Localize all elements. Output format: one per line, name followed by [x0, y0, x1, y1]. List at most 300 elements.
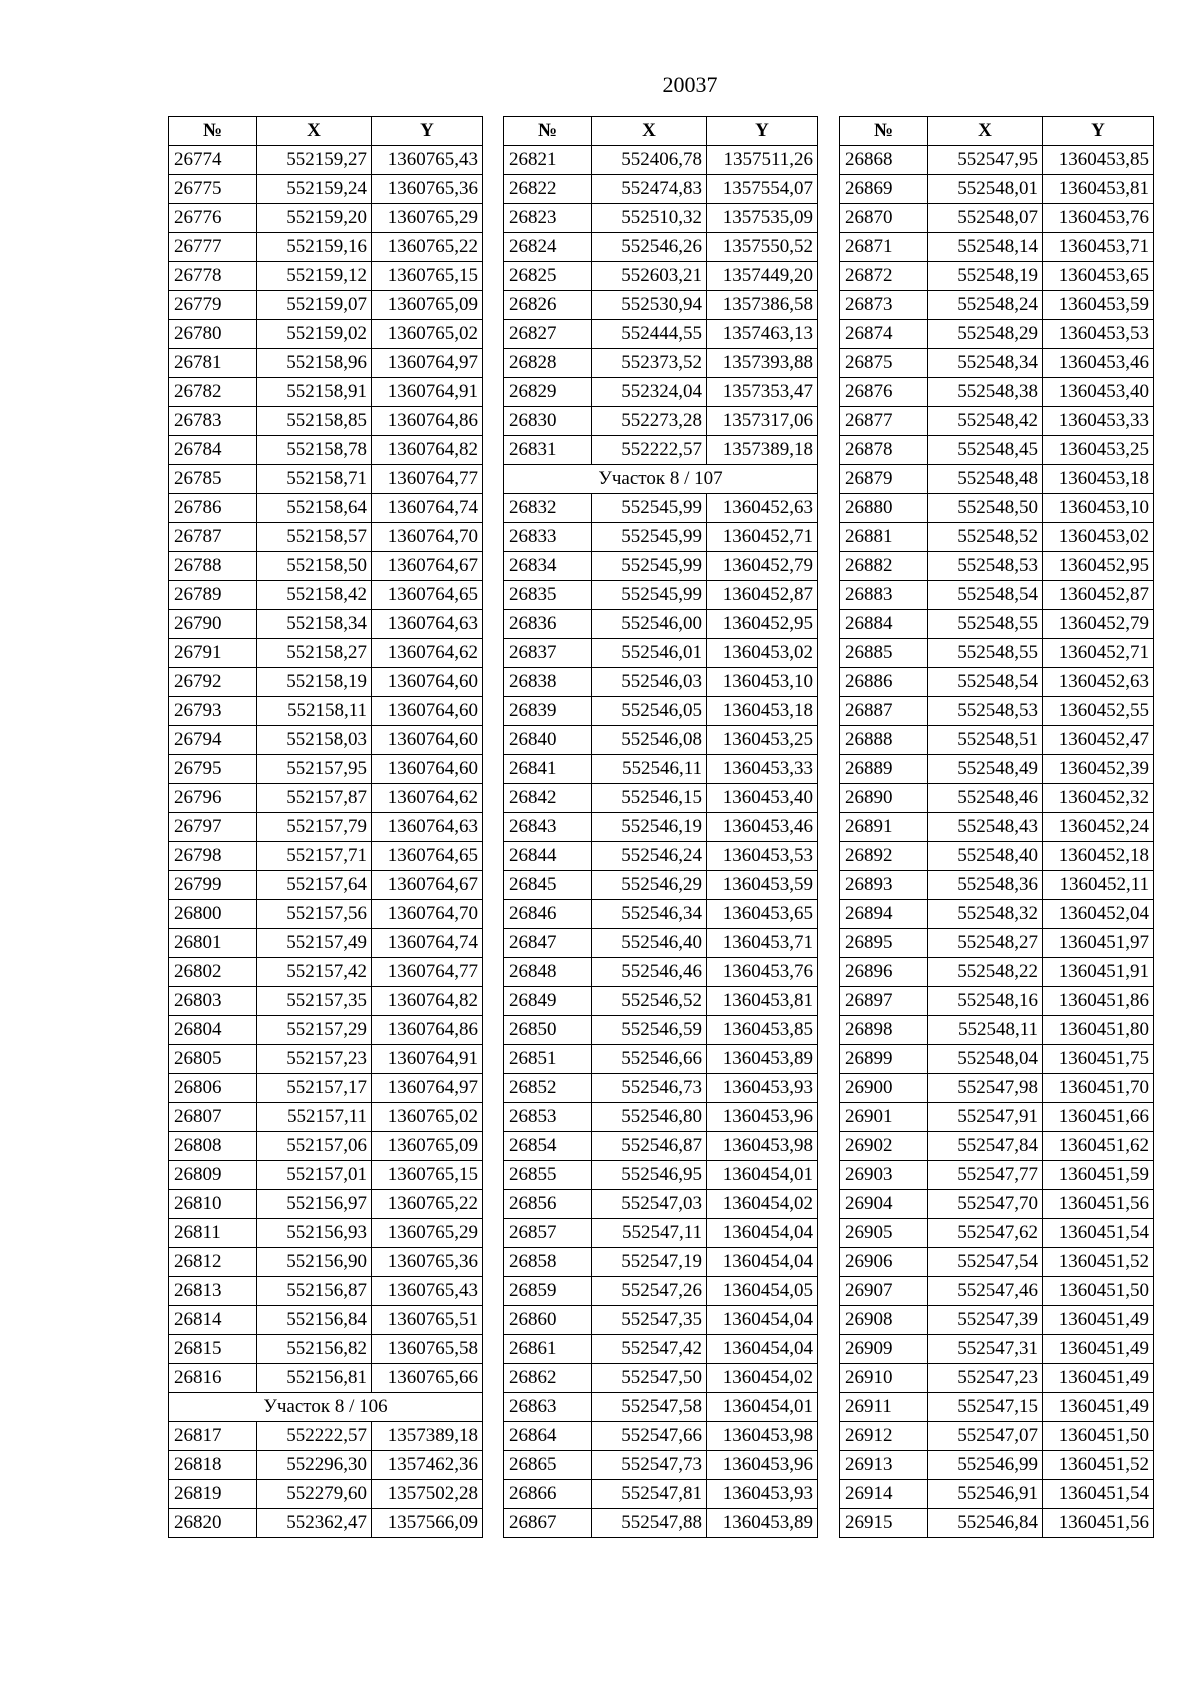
- table-row: [840, 320, 1154, 349]
- coord-x: 552547,66: [592, 1422, 707, 1451]
- coord-x: 552545,99: [592, 523, 707, 552]
- coord-x: 552546,52: [592, 987, 707, 1016]
- coord-y: 1360451,52: [1043, 1248, 1154, 1277]
- point-number: 26888: [840, 726, 928, 755]
- table-row: [504, 291, 818, 320]
- coord-x: 552548,48: [928, 465, 1043, 494]
- coord-x: 552548,54: [928, 668, 1043, 697]
- coord-y: 1360453,40: [707, 784, 818, 813]
- table-row: [504, 900, 818, 929]
- coord-y: 1360453,33: [707, 755, 818, 784]
- point-number: 26806: [169, 1074, 257, 1103]
- point-number: 26911: [840, 1393, 928, 1422]
- point-number: 26824: [504, 233, 592, 262]
- coord-x: 552156,87: [257, 1277, 372, 1306]
- point-number: 26881: [840, 523, 928, 552]
- coord-x: 552158,34: [257, 610, 372, 639]
- table-row: [840, 1306, 1154, 1335]
- point-number: 26778: [169, 262, 257, 291]
- coord-x: 552158,19: [257, 668, 372, 697]
- point-number: 26819: [169, 1480, 257, 1509]
- table-row: [840, 1074, 1154, 1103]
- coord-y: 1360451,49: [1043, 1306, 1154, 1335]
- coord-x: 552158,85: [257, 407, 372, 436]
- coord-y: 1360453,85: [707, 1016, 818, 1045]
- coord-y: 1360453,10: [707, 668, 818, 697]
- table-row: [169, 1016, 483, 1045]
- coord-x: 552546,73: [592, 1074, 707, 1103]
- table-row: [840, 784, 1154, 813]
- point-number: 26844: [504, 842, 592, 871]
- table-row: [169, 1335, 483, 1364]
- table-header-row: [504, 117, 818, 146]
- point-number: 26841: [504, 755, 592, 784]
- coord-x: 552548,36: [928, 871, 1043, 900]
- coord-y: 1360764,67: [372, 552, 483, 581]
- point-number: 26846: [504, 900, 592, 929]
- point-number: 26867: [504, 1509, 592, 1538]
- point-number: 26873: [840, 291, 928, 320]
- table-row: [169, 1422, 483, 1451]
- table-row: [504, 494, 818, 523]
- table-row: [169, 465, 483, 494]
- coord-y: 1360764,97: [372, 1074, 483, 1103]
- coord-x: 552157,17: [257, 1074, 372, 1103]
- table-row: [840, 842, 1154, 871]
- coord-y: 1360451,97: [1043, 929, 1154, 958]
- coord-y: 1360451,56: [1043, 1509, 1154, 1538]
- table-row: [840, 958, 1154, 987]
- point-number: 26794: [169, 726, 257, 755]
- point-number: 26811: [169, 1219, 257, 1248]
- coordinate-table-1: [168, 116, 483, 1538]
- coord-y: 1360451,70: [1043, 1074, 1154, 1103]
- point-number: 26896: [840, 958, 928, 987]
- coord-x: 552546,87: [592, 1132, 707, 1161]
- coord-y: 1360452,63: [707, 494, 818, 523]
- point-number: 26857: [504, 1219, 592, 1248]
- coord-y: 1360764,60: [372, 726, 483, 755]
- coord-y: 1360453,25: [1043, 436, 1154, 465]
- point-number: 26833: [504, 523, 592, 552]
- table-header-row: [840, 117, 1154, 146]
- point-number: 26871: [840, 233, 928, 262]
- table-row: [840, 146, 1154, 175]
- table-row: [840, 726, 1154, 755]
- coord-x: 552546,00: [592, 610, 707, 639]
- table-row: [504, 581, 818, 610]
- table-row: [840, 233, 1154, 262]
- point-number: 26790: [169, 610, 257, 639]
- table-row: [169, 175, 483, 204]
- point-number: 26866: [504, 1480, 592, 1509]
- coord-y: 1360764,91: [372, 1045, 483, 1074]
- coord-y: 1360764,77: [372, 465, 483, 494]
- coord-y: 1357462,36: [372, 1451, 483, 1480]
- coord-y: 1360454,01: [707, 1393, 818, 1422]
- coord-y: 1357502,28: [372, 1480, 483, 1509]
- point-number: 26863: [504, 1393, 592, 1422]
- coordinate-tables: [168, 116, 1158, 1586]
- point-number: 26886: [840, 668, 928, 697]
- coord-y: 1360453,65: [707, 900, 818, 929]
- coord-y: 1360764,60: [372, 697, 483, 726]
- table-row: [504, 378, 818, 407]
- point-number: 26882: [840, 552, 928, 581]
- table-row: [840, 1393, 1154, 1422]
- point-number: 26831: [504, 436, 592, 465]
- table-row: [840, 1219, 1154, 1248]
- coord-y: 1360453,59: [1043, 291, 1154, 320]
- coord-y: 1360452,87: [707, 581, 818, 610]
- table-row: [169, 987, 483, 1016]
- point-number: 26880: [840, 494, 928, 523]
- coord-y: 1360454,04: [707, 1219, 818, 1248]
- coord-y: 1360765,29: [372, 1219, 483, 1248]
- point-number: 26775: [169, 175, 257, 204]
- table-row: [840, 929, 1154, 958]
- point-number: 26894: [840, 900, 928, 929]
- table-row: [504, 958, 818, 987]
- coord-x: 552158,50: [257, 552, 372, 581]
- table-row: [504, 1045, 818, 1074]
- point-number: 26826: [504, 291, 592, 320]
- coord-x: 552548,50: [928, 494, 1043, 523]
- point-number: 26855: [504, 1161, 592, 1190]
- coord-y: 1360451,86: [1043, 987, 1154, 1016]
- table-row: [504, 1219, 818, 1248]
- point-number: 26786: [169, 494, 257, 523]
- coord-x: 552548,34: [928, 349, 1043, 378]
- coord-x: 552547,77: [928, 1161, 1043, 1190]
- table-row: [169, 552, 483, 581]
- point-number: 26905: [840, 1219, 928, 1248]
- table-row: [504, 697, 818, 726]
- point-number: 26889: [840, 755, 928, 784]
- coord-y: 1360453,59: [707, 871, 818, 900]
- coord-y: 1360764,65: [372, 581, 483, 610]
- coord-x: 552158,57: [257, 523, 372, 552]
- coord-y: 1360453,02: [1043, 523, 1154, 552]
- coord-x: 552158,27: [257, 639, 372, 668]
- coord-x: 552157,06: [257, 1132, 372, 1161]
- coord-y: 1360764,74: [372, 494, 483, 523]
- coord-y: 1360453,89: [707, 1045, 818, 1074]
- table-row: [840, 407, 1154, 436]
- coord-x: 552157,01: [257, 1161, 372, 1190]
- coord-x: 552444,55: [592, 320, 707, 349]
- header-x: X: [928, 117, 1043, 146]
- coord-y: 1357535,09: [707, 204, 818, 233]
- coord-x: 552273,28: [592, 407, 707, 436]
- coord-y: 1360451,50: [1043, 1422, 1154, 1451]
- point-number: 26904: [840, 1190, 928, 1219]
- point-number: 26821: [504, 146, 592, 175]
- coord-y: 1357511,26: [707, 146, 818, 175]
- coord-y: 1360764,77: [372, 958, 483, 987]
- table-row: [504, 1451, 818, 1480]
- point-number: 26776: [169, 204, 257, 233]
- coord-y: 1360765,43: [372, 146, 483, 175]
- point-number: 26910: [840, 1364, 928, 1393]
- point-number: 26851: [504, 1045, 592, 1074]
- coord-x: 552158,42: [257, 581, 372, 610]
- coord-x: 552548,14: [928, 233, 1043, 262]
- table-row: [169, 349, 483, 378]
- table-row: [504, 320, 818, 349]
- table-row: [504, 1248, 818, 1277]
- table-row: [504, 349, 818, 378]
- point-number: 26870: [840, 204, 928, 233]
- table-row: [169, 697, 483, 726]
- coord-y: 1360765,43: [372, 1277, 483, 1306]
- point-number: 26838: [504, 668, 592, 697]
- coord-y: 1360454,02: [707, 1190, 818, 1219]
- coord-y: 1360765,36: [372, 175, 483, 204]
- table-row: [840, 291, 1154, 320]
- coord-x: 552546,84: [928, 1509, 1043, 1538]
- coord-y: 1360764,62: [372, 639, 483, 668]
- coord-y: 1360765,36: [372, 1248, 483, 1277]
- coord-x: 552157,64: [257, 871, 372, 900]
- table-row: [169, 1190, 483, 1219]
- table-row: [840, 1132, 1154, 1161]
- coord-x: 552157,42: [257, 958, 372, 987]
- coord-x: 552156,90: [257, 1248, 372, 1277]
- coord-x: 552474,83: [592, 175, 707, 204]
- coord-x: 552373,52: [592, 349, 707, 378]
- header-x: X: [257, 117, 372, 146]
- coord-y: 1360765,15: [372, 262, 483, 291]
- table-row: [504, 1161, 818, 1190]
- point-number: 26912: [840, 1422, 928, 1451]
- coord-x: 552548,27: [928, 929, 1043, 958]
- coord-x: 552546,26: [592, 233, 707, 262]
- coord-x: 552548,55: [928, 639, 1043, 668]
- coord-y: 1360451,54: [1043, 1480, 1154, 1509]
- coord-y: 1360764,60: [372, 668, 483, 697]
- table-row: [840, 523, 1154, 552]
- point-number: 26890: [840, 784, 928, 813]
- point-number: 26799: [169, 871, 257, 900]
- point-number: 26784: [169, 436, 257, 465]
- coord-y: 1360452,87: [1043, 581, 1154, 610]
- point-number: 26795: [169, 755, 257, 784]
- header-y: Y: [707, 117, 818, 146]
- coord-x: 552548,51: [928, 726, 1043, 755]
- coord-x: 552548,42: [928, 407, 1043, 436]
- coord-y: 1360453,02: [707, 639, 818, 668]
- coord-y: 1360453,93: [707, 1074, 818, 1103]
- coord-x: 552548,04: [928, 1045, 1043, 1074]
- table-body: [169, 146, 483, 1538]
- coord-y: 1360451,91: [1043, 958, 1154, 987]
- coord-x: 552548,29: [928, 320, 1043, 349]
- table-row: [840, 204, 1154, 233]
- point-number: 26901: [840, 1103, 928, 1132]
- point-number: 26779: [169, 291, 257, 320]
- coord-y: 1360453,96: [707, 1103, 818, 1132]
- table-row: [169, 1219, 483, 1248]
- coord-x: 552546,34: [592, 900, 707, 929]
- table-row: [840, 581, 1154, 610]
- coord-y: 1360765,15: [372, 1161, 483, 1190]
- table-row: [840, 552, 1154, 581]
- coord-y: 1357463,13: [707, 320, 818, 349]
- coord-x: 552159,07: [257, 291, 372, 320]
- coord-x: 552546,99: [928, 1451, 1043, 1480]
- coord-x: 552548,16: [928, 987, 1043, 1016]
- table-row: [840, 1045, 1154, 1074]
- table-row: [504, 1277, 818, 1306]
- header-number: №: [840, 117, 928, 146]
- table-row: [840, 494, 1154, 523]
- table-row: [504, 610, 818, 639]
- point-number: 26892: [840, 842, 928, 871]
- coord-x: 552156,93: [257, 1219, 372, 1248]
- coord-y: 1360765,22: [372, 233, 483, 262]
- coord-y: 1360452,39: [1043, 755, 1154, 784]
- coord-x: 552547,70: [928, 1190, 1043, 1219]
- table-row: [504, 987, 818, 1016]
- coord-x: 552548,24: [928, 291, 1043, 320]
- point-number: 26820: [169, 1509, 257, 1538]
- coord-y: 1360453,76: [707, 958, 818, 987]
- coord-y: 1360451,56: [1043, 1190, 1154, 1219]
- coord-y: 1360453,89: [707, 1509, 818, 1538]
- coord-y: 1360452,95: [1043, 552, 1154, 581]
- point-number: 26883: [840, 581, 928, 610]
- table-row: [169, 900, 483, 929]
- coord-x: 552159,02: [257, 320, 372, 349]
- coord-x: 552158,03: [257, 726, 372, 755]
- section-title: Участок 8 / 106: [169, 1393, 483, 1422]
- point-number: 26847: [504, 929, 592, 958]
- coord-x: 552545,99: [592, 552, 707, 581]
- point-number: 26899: [840, 1045, 928, 1074]
- coord-y: 1360453,85: [1043, 146, 1154, 175]
- coord-x: 552545,99: [592, 494, 707, 523]
- coord-y: 1360452,79: [1043, 610, 1154, 639]
- coord-y: 1360452,47: [1043, 726, 1154, 755]
- table-row: [840, 1364, 1154, 1393]
- table-row: [169, 1132, 483, 1161]
- table-row: [504, 813, 818, 842]
- table-row: [504, 175, 818, 204]
- coord-y: 1360452,79: [707, 552, 818, 581]
- coord-x: 552548,19: [928, 262, 1043, 291]
- point-number: 26906: [840, 1248, 928, 1277]
- coord-x: 552546,11: [592, 755, 707, 784]
- point-number: 26852: [504, 1074, 592, 1103]
- table-row: [840, 668, 1154, 697]
- table-row: [169, 1480, 483, 1509]
- coord-y: 1360453,98: [707, 1422, 818, 1451]
- point-number: 26804: [169, 1016, 257, 1045]
- point-number: 26874: [840, 320, 928, 349]
- coord-y: 1360765,09: [372, 1132, 483, 1161]
- coord-y: 1360453,10: [1043, 494, 1154, 523]
- table-row: [169, 871, 483, 900]
- coord-x: 552510,32: [592, 204, 707, 233]
- table-row: [840, 1451, 1154, 1480]
- point-number: 26788: [169, 552, 257, 581]
- coord-x: 552157,95: [257, 755, 372, 784]
- table-row: [504, 1335, 818, 1364]
- coord-y: 1360765,22: [372, 1190, 483, 1219]
- table-row: [504, 726, 818, 755]
- point-number: 26840: [504, 726, 592, 755]
- coord-y: 1360454,01: [707, 1161, 818, 1190]
- table-row: [840, 1161, 1154, 1190]
- coord-x: 552159,16: [257, 233, 372, 262]
- point-number: 26891: [840, 813, 928, 842]
- table-row: [169, 784, 483, 813]
- point-number: 26887: [840, 697, 928, 726]
- coord-x: 552157,79: [257, 813, 372, 842]
- point-number: 26834: [504, 552, 592, 581]
- header-number: №: [504, 117, 592, 146]
- point-number: 26837: [504, 639, 592, 668]
- point-number: 26793: [169, 697, 257, 726]
- coord-y: 1360764,70: [372, 523, 483, 552]
- point-number: 26909: [840, 1335, 928, 1364]
- coord-x: 552547,73: [592, 1451, 707, 1480]
- table-row: [504, 842, 818, 871]
- table-row: [504, 1393, 818, 1422]
- point-number: 26897: [840, 987, 928, 1016]
- coord-x: 552547,11: [592, 1219, 707, 1248]
- coord-y: 1360453,98: [707, 1132, 818, 1161]
- coord-y: 1360452,32: [1043, 784, 1154, 813]
- table-row: [840, 1335, 1154, 1364]
- table-row: [840, 1422, 1154, 1451]
- coord-y: 1360454,04: [707, 1248, 818, 1277]
- coord-y: 1360453,81: [1043, 175, 1154, 204]
- coord-x: 552546,15: [592, 784, 707, 813]
- coord-x: 552548,40: [928, 842, 1043, 871]
- point-number: 26884: [840, 610, 928, 639]
- point-number: 26862: [504, 1364, 592, 1393]
- table-row: [169, 1103, 483, 1132]
- table-row: [504, 523, 818, 552]
- coord-x: 552548,22: [928, 958, 1043, 987]
- point-number: 26802: [169, 958, 257, 987]
- coord-y: 1360451,49: [1043, 1364, 1154, 1393]
- point-number: 26781: [169, 349, 257, 378]
- table-row: [504, 1132, 818, 1161]
- coord-x: 552548,55: [928, 610, 1043, 639]
- coord-y: 1360454,04: [707, 1306, 818, 1335]
- coord-y: 1360452,24: [1043, 813, 1154, 842]
- coord-y: 1360765,02: [372, 320, 483, 349]
- coord-y: 1360454,05: [707, 1277, 818, 1306]
- table-row: [169, 262, 483, 291]
- coord-x: 552546,91: [928, 1480, 1043, 1509]
- coord-x: 552547,81: [592, 1480, 707, 1509]
- coord-y: 1357554,07: [707, 175, 818, 204]
- coord-y: 1360765,58: [372, 1335, 483, 1364]
- point-number: 26823: [504, 204, 592, 233]
- point-number: 26805: [169, 1045, 257, 1074]
- coord-y: 1360764,60: [372, 755, 483, 784]
- table-row: [504, 552, 818, 581]
- coord-x: 552158,78: [257, 436, 372, 465]
- coord-y: 1360453,93: [707, 1480, 818, 1509]
- coord-y: 1360764,82: [372, 987, 483, 1016]
- point-number: 26808: [169, 1132, 257, 1161]
- point-number: 26845: [504, 871, 592, 900]
